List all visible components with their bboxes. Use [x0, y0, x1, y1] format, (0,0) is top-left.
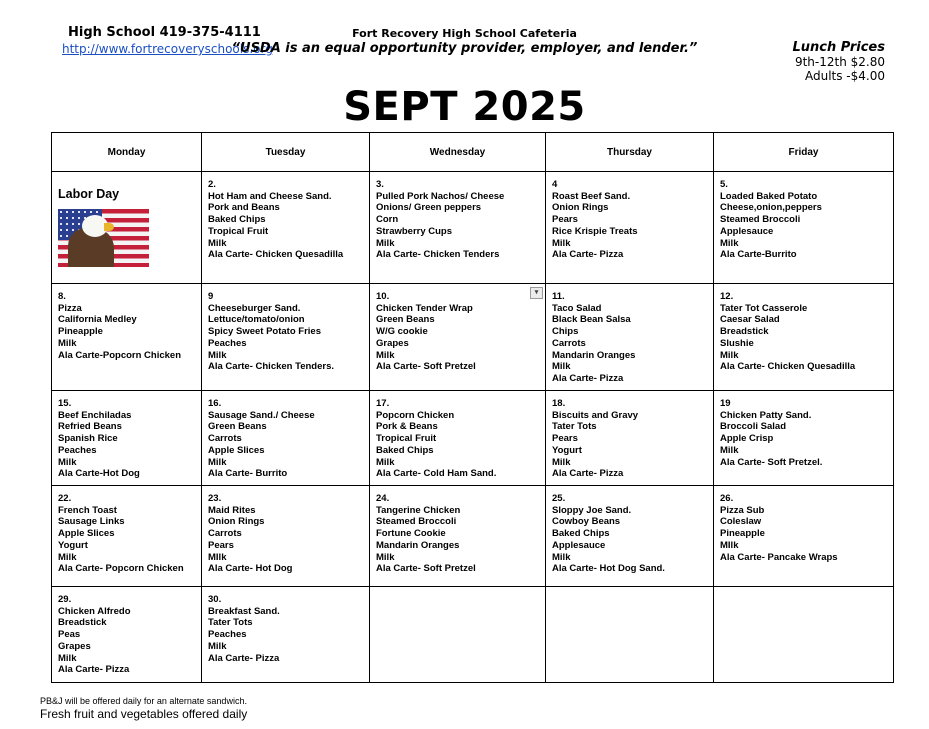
menu-item: Ala Carte- Soft Pretzel.	[720, 456, 823, 468]
day-menu	[714, 172, 893, 261]
menu-item: Applesauce	[552, 539, 606, 551]
menu-item: Ala Carte- Hot Dog	[208, 563, 293, 575]
menu-item: Carrots	[208, 433, 242, 445]
day-number: 3.	[376, 179, 384, 190]
menu-item: Cowboy Beans	[552, 516, 621, 528]
menu-item: Ala Carte- Hot Dog Sand.	[552, 563, 665, 575]
day-menu	[370, 391, 545, 480]
menu-item: Milk	[720, 349, 739, 361]
menu-item: Ala Carte- Burrito	[208, 468, 288, 480]
week-row	[52, 486, 894, 587]
menu-item: Tater Tots	[208, 617, 253, 629]
day-menu	[202, 391, 369, 480]
menu-item: Grapes	[376, 337, 409, 349]
menu-item: Ala Carte- Popcorn Chicken	[58, 563, 184, 575]
day-menu	[202, 284, 369, 373]
menu-item: Breadstick	[58, 617, 107, 629]
menu-item: Chips	[552, 326, 579, 338]
menu-item: Baked Chips	[552, 528, 610, 540]
menu-item: Chicken Alfredo	[58, 605, 131, 617]
menu-item: Yogurt	[58, 539, 88, 551]
menu-item: Mandarin Oranges	[376, 539, 460, 551]
menu-item: Peas	[58, 629, 81, 641]
menu-item: Tater Tot Casserole	[720, 302, 808, 314]
day-menu	[370, 587, 545, 594]
day-number: 10.	[376, 291, 390, 302]
day-cell	[202, 172, 370, 284]
school-name: Fort Recovery High School Cafeteria	[352, 27, 577, 40]
menu-item: Milk	[208, 456, 227, 468]
usda-notice: “USDA is an equal opportunity provider, employer, and lender.”	[231, 41, 698, 56]
menu-item: Ala Carte- Pizza	[552, 249, 624, 261]
menu-item: Sausage Sand./ Cheese	[208, 409, 315, 421]
menu-item: Ala Carte- Pizza	[552, 468, 624, 480]
menu-item: Carrots	[552, 337, 586, 349]
day-cell	[714, 391, 894, 486]
day-cell	[202, 587, 370, 683]
day-number: 9	[208, 291, 214, 302]
menu-item: MIlk	[208, 551, 227, 563]
menu-item: Chicken Tender Wrap	[376, 302, 473, 314]
day-number: 12.	[720, 291, 734, 302]
day-number: 11.	[552, 291, 565, 302]
menu-item: California Medley	[58, 314, 137, 326]
day-menu	[370, 486, 545, 575]
menu-item: Milk	[58, 337, 77, 349]
menu-item: Milk	[208, 237, 227, 249]
lunch-prices	[792, 41, 885, 83]
menu-item: Peaches	[208, 629, 247, 641]
menu-item: Milk	[376, 456, 395, 468]
menu-item: Ala Carte-Hot Dog	[58, 468, 140, 480]
menu-item: Green Beans	[376, 314, 435, 326]
week-row	[52, 391, 894, 486]
menu-item: Pulled Pork Nachos/ Cheese	[376, 190, 505, 202]
menu-item: Onions/ Green peppers	[376, 202, 482, 214]
day-number: 25.	[552, 493, 566, 504]
menu-item: Onion Rings	[208, 516, 265, 528]
menu-calendar	[51, 132, 894, 683]
weekday-header-row	[52, 133, 894, 172]
menu-item: Popcorn Chicken	[376, 409, 455, 421]
menu-item: Milk	[720, 237, 739, 249]
day-cell	[202, 391, 370, 486]
menu-item: Ala Carte- Pizza	[58, 664, 130, 676]
menu-item: Rice Krispie Treats	[552, 225, 638, 237]
menu-item: Pears	[552, 433, 578, 445]
holiday-label: Labor Day	[58, 187, 120, 201]
menu-item: Milk	[58, 652, 77, 664]
menu-item: Peaches	[208, 337, 247, 349]
menu-item: Loaded Baked Potato	[720, 190, 818, 202]
weekday-header: Wednesday	[370, 133, 546, 172]
day-cell	[714, 172, 894, 284]
menu-item: Pineapple	[58, 326, 103, 338]
weekday-header: Tuesday	[202, 133, 370, 172]
menu-item: Fortune Cookie	[376, 528, 446, 540]
weekday-header: Monday	[52, 133, 202, 172]
fresh-produce-note: Fresh fruit and vegetables offered daily	[40, 707, 248, 721]
menu-item: Milk	[376, 349, 395, 361]
menu-item: Corn	[376, 214, 399, 226]
day-number: 16.	[208, 398, 222, 409]
menu-item: Spicy Sweet Potato Fries	[208, 326, 321, 338]
menu-item: Cheese,onion,peppers	[720, 202, 822, 214]
day-number: 8.	[58, 291, 66, 302]
menu-item: Applesauce	[720, 225, 774, 237]
day-cell	[546, 486, 714, 587]
day-cell	[370, 172, 546, 284]
menu-item: Beef Enchiladas	[58, 409, 132, 421]
week-row	[52, 284, 894, 391]
day-cell	[52, 587, 202, 683]
day-menu	[714, 486, 893, 563]
menu-item: W/G cookie	[376, 326, 428, 338]
day-cell	[546, 284, 714, 391]
menu-item: Lettuce/tomato/onion	[208, 314, 305, 326]
day-number: 2.	[208, 179, 216, 190]
menu-item: Milk	[376, 551, 395, 563]
menu-item: Ala Carte-Burrito	[720, 249, 797, 261]
week-row	[52, 172, 894, 284]
day-menu	[714, 284, 893, 373]
menu-item: Pizza Sub	[720, 504, 765, 516]
menu-item: Baked Chips	[376, 444, 434, 456]
menu-item: Milk	[208, 640, 227, 652]
menu-item: Ala Carte-Popcorn Chicken	[58, 349, 181, 361]
menu-item: Refried Beans	[58, 421, 122, 433]
menu-item: Biscuits and Gravy	[552, 409, 639, 421]
menu-item: Breadstick	[720, 326, 769, 338]
week-row	[52, 587, 894, 683]
day-number: 5.	[720, 179, 728, 190]
day-menu	[714, 587, 893, 594]
weekday-header: Thursday	[546, 133, 714, 172]
menu-item: Sloppy Joe Sand.	[552, 504, 632, 516]
menu-item: Ala Carte- Chicken Quesadilla	[720, 361, 856, 373]
day-number: 19	[720, 398, 731, 409]
menu-item: Maid Rites	[208, 504, 256, 516]
menu-item: Baked Chips	[208, 214, 266, 226]
day-cell	[52, 284, 202, 391]
day-menu	[546, 284, 713, 385]
day-menu	[52, 391, 201, 480]
menu-item: Peaches	[58, 444, 97, 456]
menu-item: Sausage Links	[58, 516, 125, 528]
day-number: 23.	[208, 493, 222, 504]
day-cell	[52, 486, 202, 587]
day-menu	[52, 172, 201, 267]
school-phone: High School 419-375-4111	[68, 25, 261, 40]
menu-item: Milk	[58, 551, 77, 563]
menu-item: MIlk	[720, 539, 739, 551]
menu-item: Pizza	[58, 302, 82, 314]
day-cell	[546, 587, 714, 683]
menu-item: Slushie	[720, 337, 754, 349]
day-cell	[370, 486, 546, 587]
menu-item: Ala Carte- Soft Pretzel	[376, 563, 476, 575]
menu-item: Tropical Fruit	[376, 433, 437, 445]
day-menu	[52, 587, 201, 676]
day-cell	[370, 391, 546, 486]
day-cell	[202, 284, 370, 391]
menu-item: Chicken Patty Sand.	[720, 409, 812, 421]
menu-item: French Toast	[58, 504, 117, 516]
menu-item: Tangerine Chicken	[376, 504, 461, 516]
menu-item: Grapes	[58, 640, 91, 652]
day-number: 26.	[720, 493, 734, 504]
menu-item: Green Beans	[208, 421, 267, 433]
day-number: 30.	[208, 594, 222, 605]
day-number: 17.	[376, 398, 390, 409]
day-cell	[546, 172, 714, 284]
menu-item: Spanish Rice	[58, 433, 118, 445]
menu-item: Hot Ham and Cheese Sand.	[208, 190, 332, 202]
menu-item: Coleslaw	[720, 516, 762, 528]
day-cell	[546, 391, 714, 486]
lunch-prices-title: Lunch Prices	[792, 40, 885, 55]
menu-item: Apple Crisp	[720, 433, 774, 445]
menu-item: Black Bean Salsa	[552, 314, 631, 326]
menu-item: Onion Rings	[552, 202, 609, 214]
day-menu	[370, 172, 545, 261]
menu-item: Pork & Beans	[376, 421, 438, 433]
menu-item: Milk	[552, 551, 571, 563]
menu-item: Milk	[552, 456, 571, 468]
day-number: 18.	[552, 398, 566, 409]
day-menu	[714, 391, 893, 468]
menu-item: Taco Salad	[552, 302, 602, 314]
day-cell	[714, 486, 894, 587]
menu-item: Ala Carte- Chicken Tenders.	[208, 361, 335, 373]
day-number: 22.	[58, 493, 72, 504]
menu-item: Steamed Broccoli	[376, 516, 457, 528]
day-menu	[546, 391, 713, 480]
day-cell	[202, 486, 370, 587]
menu-item: Milk	[552, 361, 571, 373]
day-menu	[202, 486, 369, 575]
day-number: 29.	[58, 594, 72, 605]
menu-item: Ala Carte- Chicken Tenders	[376, 249, 500, 261]
day-cell	[714, 284, 894, 391]
flag-eagle-image	[58, 209, 149, 267]
menu-item: Tater Tots	[552, 421, 597, 433]
menu-item: Cheeseburger Sand.	[208, 302, 301, 314]
school-website-link[interactable]: http://www.fortrecoveryschools.org	[62, 42, 273, 56]
menu-item: Milk	[552, 237, 571, 249]
menu-item: Milk	[208, 349, 227, 361]
menu-item: Breakfast Sand.	[208, 605, 280, 617]
menu-item: Steamed Broccoli	[720, 214, 801, 226]
eagle-beak-shape	[104, 223, 114, 231]
menu-item: Apple Slices	[208, 444, 265, 456]
menu-item: Strawberry Cups	[376, 225, 453, 237]
month-title: SEPT 2025	[343, 84, 586, 130]
dropdown-arrow-icon[interactable]: ▾	[530, 287, 543, 299]
day-cell	[370, 587, 546, 683]
menu-item: Yogurt	[552, 444, 582, 456]
menu-item: Pork and Beans	[208, 202, 280, 214]
menu-item: Ala Carte- Pizza	[208, 652, 280, 664]
menu-item: Pineapple	[720, 528, 765, 540]
day-menu	[546, 486, 713, 575]
menu-item: Ala Carte- Soft Pretzel	[376, 361, 476, 373]
menu-item: Broccoli Salad	[720, 421, 786, 433]
menu-item: Tropical Fruit	[208, 225, 269, 237]
day-menu	[202, 587, 369, 664]
day-menu	[202, 172, 369, 261]
day-menu	[546, 172, 713, 261]
menu-item: Ala Carte- Pizza	[552, 372, 624, 384]
menu-item: Caesar Salad	[720, 314, 780, 326]
menu-item: Mandarin Oranges	[552, 349, 636, 361]
menu-item: Roast Beef Sand.	[552, 190, 631, 202]
adult-price: Adults -$4.00	[804, 69, 885, 83]
day-cell	[714, 587, 894, 683]
menu-item: Milk	[58, 456, 77, 468]
day-menu	[370, 284, 545, 373]
menu-item: Apple Slices	[58, 528, 115, 540]
day-cell	[52, 391, 202, 486]
day-number: 24.	[376, 493, 390, 504]
day-menu	[546, 587, 713, 594]
menu-item: Milk	[376, 237, 395, 249]
pbj-note: PB&J will be offered daily for an alternate sandwich.	[40, 696, 247, 706]
menu-item: Pears	[552, 214, 578, 226]
day-number: 15.	[58, 398, 72, 409]
day-number: 4	[552, 179, 558, 190]
menu-item: Pears	[208, 539, 234, 551]
day-menu	[52, 486, 201, 575]
menu-item: Ala Carte- Cold Ham Sand.	[376, 468, 497, 480]
weekday-header: Friday	[714, 133, 894, 172]
student-price: 9th-12th $2.80	[794, 55, 885, 69]
menu-item: Ala Carte- Chicken Quesadilla	[208, 249, 344, 261]
menu-item: Milk	[720, 444, 739, 456]
day-cell	[370, 284, 546, 391]
menu-item: Ala Carte- Pancake Wraps	[720, 551, 838, 563]
day-cell	[52, 172, 202, 284]
day-menu	[52, 284, 201, 361]
menu-item: Carrots	[208, 528, 242, 540]
